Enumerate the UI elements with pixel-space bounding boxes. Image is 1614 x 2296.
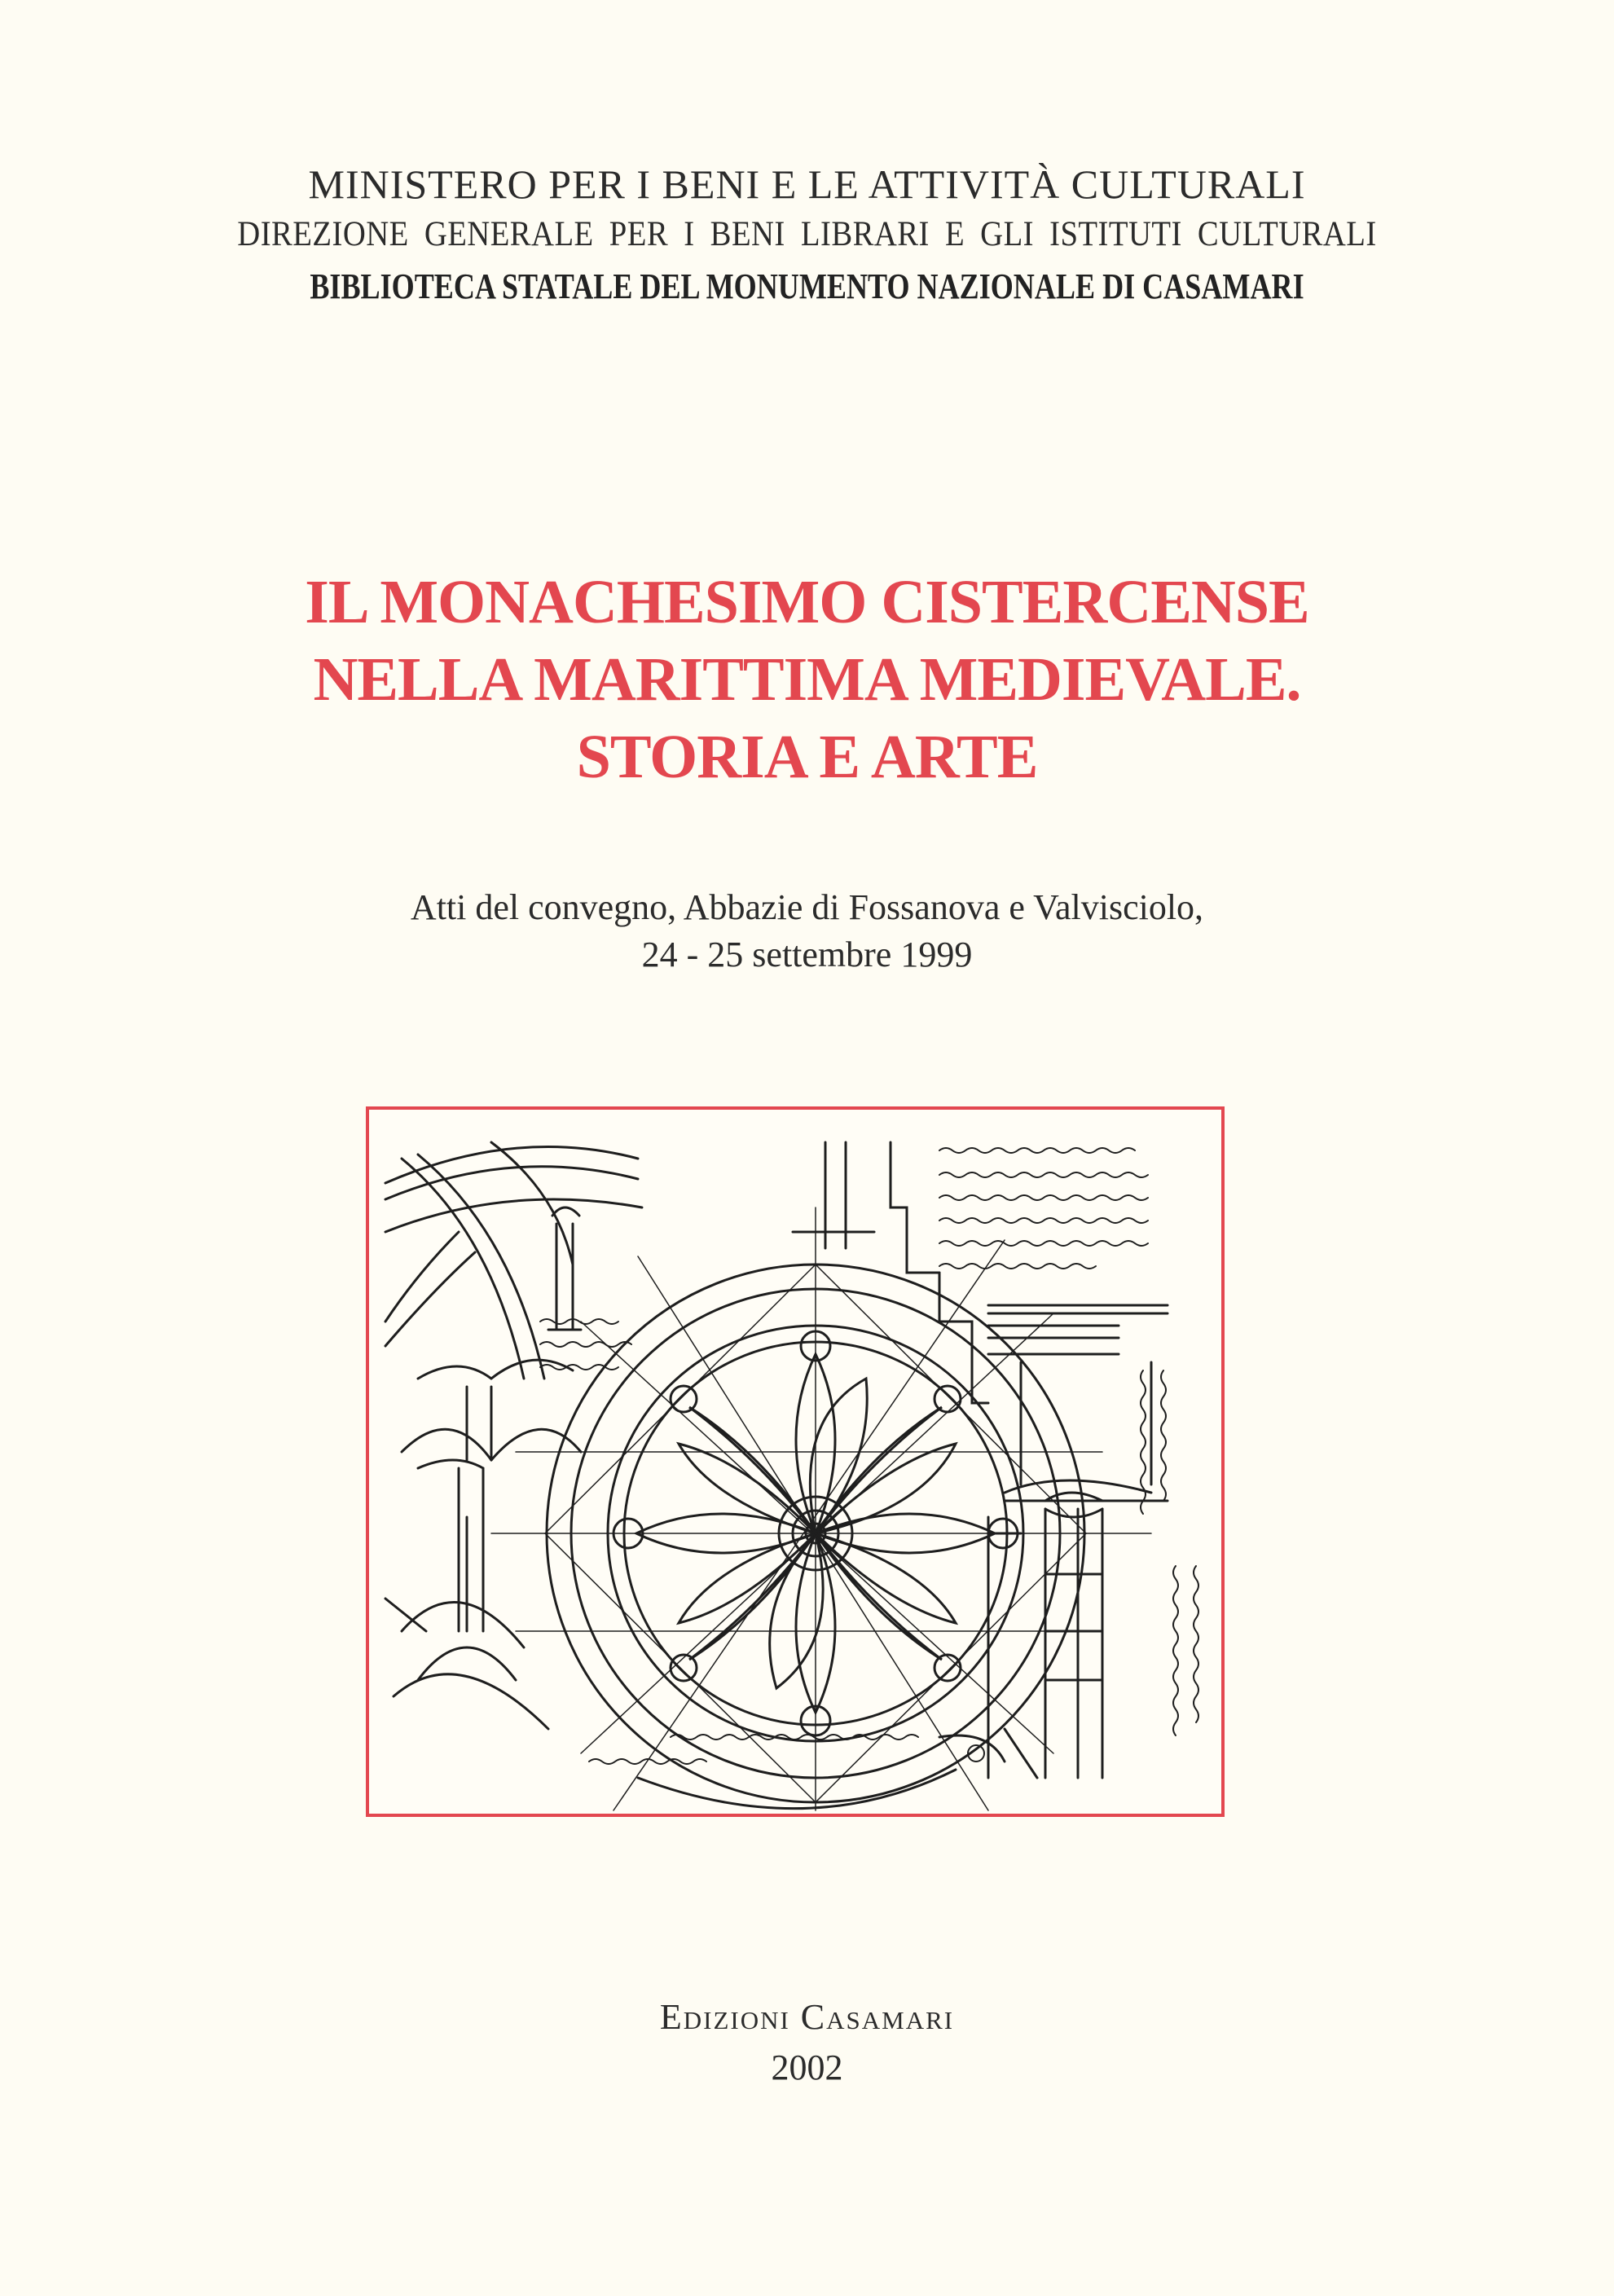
direction-name: DIREZIONE GENERALE PER I BENI LIBRARI E GLI ISTITUTI CULTURALI (237, 215, 1377, 253)
publication-year: 2002 (771, 2047, 843, 2087)
book-title (0, 564, 1614, 796)
institution-header (0, 159, 1614, 314)
illustration-frame (366, 1106, 1225, 1817)
publisher-block (0, 1992, 1614, 2093)
title-line-3: STORIA E ARTE (576, 723, 1038, 791)
rose-window-sketch-icon (369, 1110, 1221, 1814)
ministry-name: MINISTERO PER I BENI E LE ATTIVITÀ CULTURALI (308, 161, 1306, 207)
subtitle-line-1: Atti del convegno, Abbazie di Fossanova e Valvisciolo, (410, 887, 1204, 927)
book-subtitle (0, 884, 1614, 979)
library-name: BIBLIOTECA STATALE DEL MONUMENTO NAZIONALE DI CASAMARI (310, 266, 1304, 306)
title-line-2: NELLA MARITTIMA MEDIEVALE. (313, 645, 1301, 714)
publisher-name: Edizioni Casamari (659, 1997, 955, 2037)
title-line-1: IL MONACHESIMO CISTERCENSE (305, 568, 1309, 636)
subtitle-line-2: 24 - 25 settembre 1999 (641, 935, 973, 974)
